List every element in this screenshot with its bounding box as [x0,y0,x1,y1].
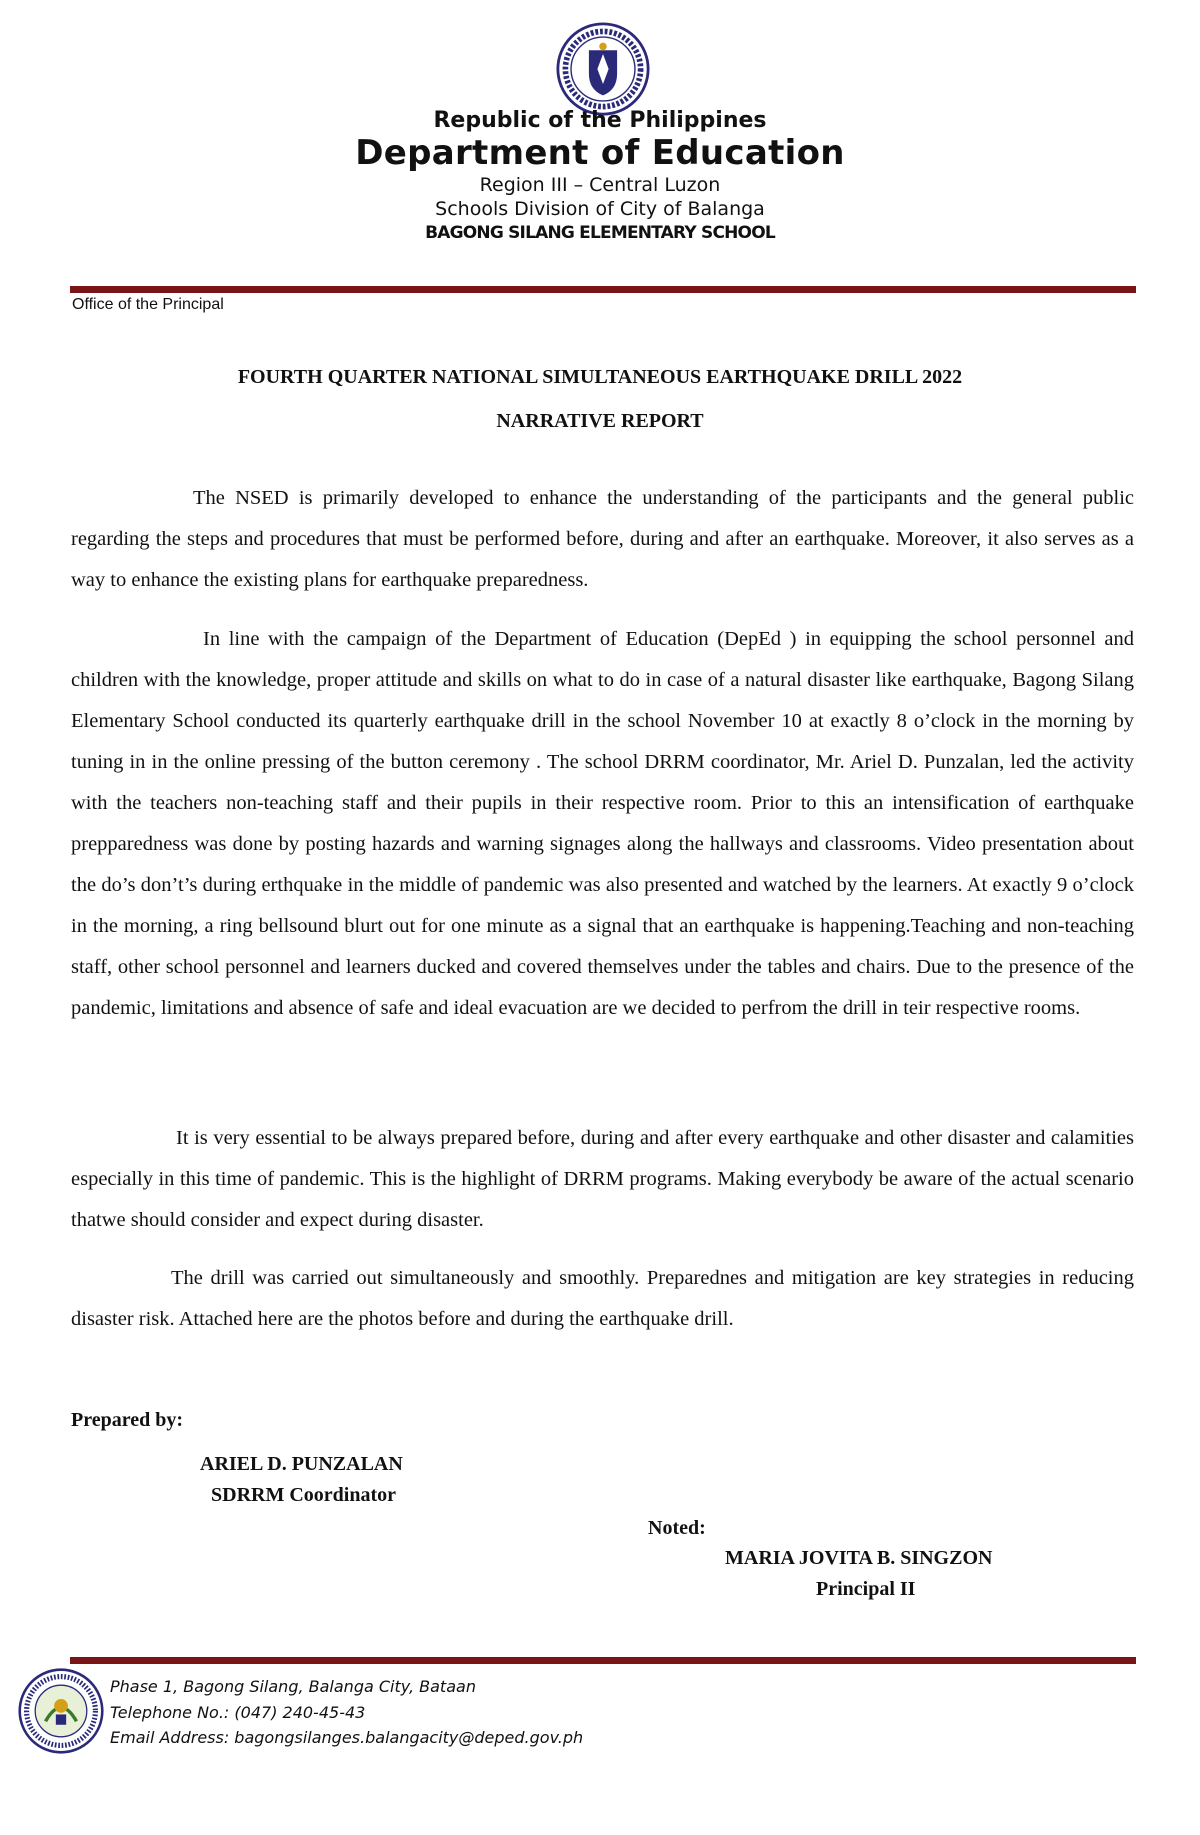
report-subtitle: NARRATIVE REPORT [496,410,704,432]
footer-address: Phase 1, Bagong Silang, Balanga City, Bataan [110,1677,476,1696]
preparer-name: ARIEL D. PUNZALAN [200,1453,403,1475]
paragraph-text: The NSED is primarily developed to enhance the understanding of the participants and the general public regarding the steps and procedures that must be performed before, during and after an earthquake. Moreover, it also serves as a way to enhance the existing plans for earthquake preparedness. [71,487,1134,591]
region-heading: Region III – Central Luzon [479,174,721,196]
paragraph-text: The drill was carried out simultaneously and smoothly. Preparednes and mitigation are key strategies in reducing disaster risk. Attached here are the photos before and during the earthquake drill. [71,1267,1134,1330]
footer-divider [70,1657,1136,1664]
deped-seal-icon [556,22,650,116]
body-paragraph [71,478,1134,601]
prepared-by-label: Prepared by: [71,1409,184,1431]
footer-telephone: Telephone No.: (047) 240-45-43 [110,1703,366,1722]
department-heading: Department of Education [355,133,845,173]
paragraph-text: In line with the campaign of the Department of Education (DepEd ) in equipping the school personnel and children with the knowledge, proper attitude and skills on what to do in case of a natural disaster like earthquake, Bagong Silang Elementary School conducted its quarterly earthquake drill in the school November 10 at exactly 8 o’clock in the morning by tuning in in the online pressing of the button ceremony . The school DRRM coordinator, Mr. Ariel D. Punzalan, led the activity with the teachers non-teaching staff and their pupils in their respective room. Prior to this an intensification of earthquake prepparedness was done by posting hazards and warning signages along the hallways and classrooms. Video presentation about the do’s don’t’s during erthquake in the middle of pandemic was also presented and watched by the learners. At exactly 9 o’clock in the morning, a ring bellsound blurt out for one minute as a signal that an earthquake is happening.Teaching and non-teaching staff, other school personnel and learners ducked and covered themselves under the tables and chairs. Due to the presence of the pandemic, limitations and absence of safe and ideal evacuation are we decided to perfrom the drill in teir respective rooms. [71,628,1134,1019]
body-paragraph [71,1258,1134,1340]
paragraph-text: It is very essential to be always prepared before, during and after every earthquake and other disaster and calamities especially in this time of pandemic. This is the highlight of DRRM programs. Making everybody be aware of the actual scenario thatwe should consider and expect during disaster. [71,1127,1134,1231]
body-paragraph [71,619,1134,1029]
office-label: Office of the Principal [72,296,224,313]
report-title: FOURTH QUARTER NATIONAL SIMULTANEOUS EARTHQUAKE DRILL 2022 [237,366,963,388]
republic-heading: Republic of the Philippines [433,108,767,133]
school-seal-icon [18,1668,104,1754]
school-heading: BAGONG SILANG ELEMENTARY SCHOOL [425,223,775,243]
principal-role: Principal II [816,1578,916,1600]
body-paragraph [71,1118,1134,1241]
header-divider [70,286,1136,293]
principal-name: MARIA JOVITA B. SINGZON [725,1547,993,1569]
preparer-role: SDRRM Coordinator [211,1484,396,1506]
footer-email: Email Address: bagongsilanges.balangacity@deped.gov.ph [110,1728,584,1747]
noted-label: Noted: [648,1517,706,1539]
division-heading: Schools Division of City of Balanga [435,198,765,220]
